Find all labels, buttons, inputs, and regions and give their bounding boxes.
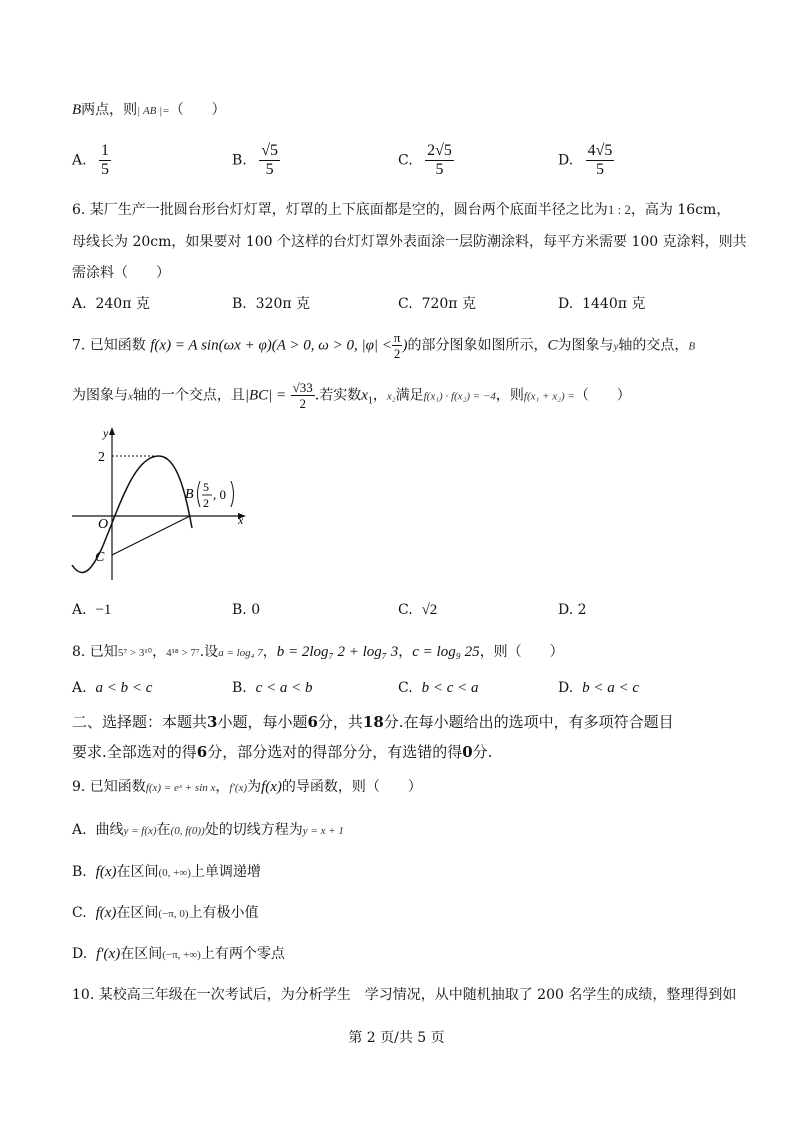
q9-b-a: 在区间	[116, 864, 159, 880]
y-axis-arrow	[109, 427, 115, 435]
q7-sep: ，	[372, 387, 387, 404]
graph-x-label: x	[238, 513, 244, 527]
q7-mid3: 轴的交点，	[618, 337, 689, 354]
q8-tail: ，则（ ）	[479, 644, 564, 660]
graph-b-label: B	[185, 487, 194, 502]
q7-option-a	[72, 600, 111, 620]
q9-d-iv: (−π, +∞)	[162, 949, 201, 961]
q7-pi-frac	[392, 330, 403, 361]
q8-option-b	[232, 678, 313, 698]
sec2-l2c: 分.	[472, 743, 493, 761]
q8-d-label: D.	[558, 680, 574, 696]
q5-tail-line	[72, 100, 226, 121]
q7-prefix: 7. 已知函数	[72, 337, 146, 354]
q5-option-b-frac	[259, 142, 280, 179]
q6-d-value: 1440π 克	[582, 296, 646, 312]
q7-d-value: 2	[577, 602, 587, 618]
q7-option-b	[232, 600, 260, 620]
q9-a-c: 处的切线方程为	[204, 822, 303, 838]
q6-line3: 需涂料（ ）	[72, 265, 170, 281]
q8-c-def: c = log₉ 25	[412, 644, 480, 660]
q9-f: f(x)	[261, 779, 282, 795]
q7-paren: （ ）	[574, 387, 631, 404]
q9-mid2: 为	[247, 779, 262, 795]
q7-x-var: x	[128, 390, 133, 403]
q7-c-label: C.	[398, 602, 413, 618]
q9-a-label: A.	[72, 822, 87, 838]
q9-option-c	[72, 903, 259, 924]
q7-x1: x	[361, 387, 368, 404]
q6-line2: 母线长为 20cm，如果要对 100 个这样的台灯灯罩外表面涂一层防潮涂料，每平方米需要 100 克涂料，则共	[72, 234, 747, 250]
graph-c-label: C	[95, 550, 105, 565]
q5-option-c-label: C.	[398, 152, 413, 169]
q5-c-num: 2√5	[427, 142, 452, 159]
sec2-zero: 0	[462, 743, 473, 761]
q5-option-a	[72, 142, 111, 179]
q9-prefix: 9. 已知函数	[72, 779, 146, 795]
q7-x2: x₂	[386, 390, 396, 403]
q6-option-c	[398, 294, 476, 314]
sec2-l1d: 分.在每小题给出的选项中，有多项符合题目	[383, 713, 674, 731]
q9-c-b: 上有极小值	[188, 905, 259, 921]
sec2-l1a: 二、选择题：本题共	[72, 713, 208, 731]
q6-c-label: C.	[398, 296, 413, 312]
q8-a-value: a < b < c	[95, 680, 153, 696]
q5-option-a-frac	[99, 142, 111, 179]
q9-d-f: f′(x)	[96, 946, 121, 962]
q6-line1-b: ，高为 16cm，	[630, 202, 731, 218]
q7-graph	[70, 425, 255, 585]
q7-mid: 的部分图象如图所示，	[407, 337, 548, 354]
q8-d-value: b < a < c	[582, 680, 639, 696]
q8-b-def: b = 2log₇ 2 + log₇ 3	[276, 644, 399, 660]
q6-ratio: 1 : 2	[607, 202, 631, 217]
q8-c-value: b < c < a	[421, 680, 479, 696]
q6-option-d	[558, 294, 645, 314]
q5-point-b: B	[72, 102, 82, 118]
q7-ask: f(x₁ + x₂) =	[523, 390, 575, 403]
q5-a-den: 5	[101, 161, 110, 178]
q7-line2-e: ，则	[495, 387, 524, 404]
q7-c-var: C	[547, 337, 558, 354]
sec2-total: 18	[362, 713, 384, 731]
q6-b-value: 320π 克	[255, 296, 311, 312]
q7-b-var: B	[688, 340, 696, 353]
sec2-n: 3	[207, 713, 218, 731]
graph-y-label: y	[103, 426, 109, 440]
q7-cond: f(x₁) · f(x₂) = −4	[423, 390, 496, 403]
q7-line2-d: 满足	[395, 387, 424, 404]
graph-max-label: 2	[98, 450, 105, 465]
q5-option-d-label: D.	[558, 152, 574, 169]
q9-d-b: 上有两个零点	[200, 946, 285, 962]
b-paren-right	[231, 481, 234, 507]
q7-bc-num: √33	[292, 380, 313, 395]
q9-a-pt: (0, f(0))	[170, 825, 205, 837]
q5-option-c-frac	[425, 142, 454, 179]
q8-c1: 5⁷ > 3¹⁰	[117, 647, 153, 659]
q7-line2-c: .若实数	[314, 387, 362, 404]
sec2-full: 6	[196, 743, 208, 761]
b-paren-left	[198, 481, 201, 507]
q10-line: 10. 某校高三年级在一次考试后，为分析学生 学习情况，从中随机抽取了 200 名学生的成绩，整理得到如	[72, 987, 737, 1003]
q6-b-label: B.	[232, 296, 247, 312]
q5-option-d-frac	[586, 142, 615, 179]
segment-bc	[112, 516, 190, 555]
q5-d-den: 5	[596, 161, 605, 178]
q9-d-a: 在区间	[120, 946, 163, 962]
graph-b-num: 5	[203, 480, 209, 494]
q7-option-c	[398, 600, 437, 620]
graph-origin-label: O	[98, 517, 109, 532]
q8-option-d	[558, 678, 639, 698]
q5-b-num: √5	[261, 142, 278, 159]
q9-line	[72, 777, 422, 798]
q7-c-value: √2	[421, 602, 438, 618]
q5-option-b-label: B.	[232, 152, 247, 169]
q7-bc: |BC| =	[244, 387, 287, 404]
q7-func-close: )	[402, 337, 408, 354]
q5-paren: （ ）	[169, 102, 226, 118]
q6-line1-a: 6. 某厂生产一批圆台形台灯灯罩，灯罩的上下底面都是空的，圆台两个底面半径之比为	[72, 202, 608, 218]
q5-expr: | AB |=	[137, 105, 170, 117]
q9-c-a: 在区间	[116, 905, 159, 921]
q9-c-iv: (−π, 0)	[158, 908, 189, 920]
q6-c-value: 720π 克	[421, 296, 476, 312]
q8-a-def: a = log₄ 7	[218, 647, 263, 659]
q5-a-num: 1	[101, 142, 110, 159]
q7-line2-a: 为图象与	[72, 387, 128, 404]
q9-option-b	[72, 862, 261, 883]
graph-b-den: 2	[203, 496, 209, 510]
q8-set: .设	[199, 644, 219, 660]
sine-curve	[72, 456, 192, 572]
q9-b-iv: (0, +∞)	[158, 867, 191, 879]
q9-a-b: 在	[156, 822, 171, 838]
q9-option-d	[72, 944, 285, 965]
q9-a-a: 曲线	[95, 822, 124, 838]
q5-option-a-label: A.	[72, 152, 87, 169]
q7-y-var: y	[613, 340, 619, 353]
q8-option-a	[72, 678, 152, 698]
q7-bc-den: 2	[299, 396, 306, 411]
section2-line2	[72, 741, 492, 763]
q7-line1	[72, 330, 695, 361]
q7-func: f(x) = A sin(ωx + φ)(A > 0, ω > 0, |φ| <	[150, 337, 392, 354]
q7-mid2: 为图象与	[557, 337, 614, 354]
page-footer: 第 2 页/共 5 页	[348, 1030, 445, 1046]
q7-pi-num: π	[393, 330, 401, 345]
q9-a-curve: y = f(x)	[123, 825, 157, 837]
q8-c-label: C.	[398, 680, 413, 696]
q7-x1-sub: 1	[367, 395, 373, 407]
q8-line: 8. 已知5⁷ > 3¹⁰，4¹⁸ > 7⁷.设a = log₄ 7，b = 2log₇ 2 + log₇ 3，c = log₉ 25，则（ ）	[72, 644, 564, 660]
q5-text: 两点，则	[81, 102, 138, 118]
sec2-score: 6	[307, 713, 318, 731]
sec2-l1c: 分，共	[317, 713, 363, 731]
sec2-l2b: 分，部分选对的得部分分，有选错的得	[207, 743, 463, 761]
q9-mid: ，	[215, 779, 230, 795]
q7-b-label: B.	[232, 602, 247, 618]
q7-option-d	[558, 600, 587, 620]
q7-d-label: D.	[558, 602, 574, 618]
q8-option-c	[398, 678, 478, 698]
q7-a-value: −1	[95, 602, 112, 618]
q8-prefix: 8. 已知	[72, 644, 118, 660]
q7-line2	[72, 380, 631, 411]
q9-b-label: B.	[72, 864, 87, 880]
graph-b-rest: , 0	[213, 487, 226, 502]
q5-option-b	[232, 142, 280, 179]
sec2-l2a: 要求.全部选对的得	[72, 743, 197, 761]
q9-tail: 的导函数，则（ ）	[281, 779, 422, 795]
q6-option-a	[72, 294, 150, 314]
q5-option-d	[558, 142, 614, 179]
q7-bc-frac	[291, 380, 315, 411]
q9-c-f: f(x)	[95, 905, 117, 921]
q9-fdef: f(x) = eˣ + sin x	[145, 782, 216, 794]
q9-option-a	[72, 820, 344, 841]
sec2-l1b: 小题，每小题	[217, 713, 308, 731]
q9-fp: f′(x)	[229, 782, 248, 794]
q7-line2-b: 轴的一个交点，且	[132, 387, 245, 404]
section2-line1	[72, 711, 674, 733]
q8-b-label: B.	[232, 680, 247, 696]
q7-pi-den: 2	[393, 346, 401, 361]
q6-option-b	[232, 294, 310, 314]
q6-d-label: D.	[558, 296, 574, 312]
q6-a-label: A.	[72, 296, 87, 312]
q9-b-b: 上单调递增	[190, 864, 261, 880]
q9-d-label: D.	[72, 946, 88, 962]
q6-line1	[72, 200, 730, 220]
q5-c-den: 5	[435, 161, 444, 178]
q5-d-num: 4√5	[587, 142, 613, 159]
q7-b-value: 0	[251, 602, 261, 618]
q8-a-label: A.	[72, 680, 87, 696]
q8-b-value: c < a < b	[255, 680, 313, 696]
q7-a-label: A.	[72, 602, 87, 618]
q9-c-label: C.	[72, 905, 87, 921]
q5-option-c	[398, 142, 454, 179]
q8-c2: 4¹⁸ > 7⁷	[166, 647, 200, 659]
q9-b-f: f(x)	[95, 864, 117, 880]
q5-b-den: 5	[265, 161, 274, 178]
q6-a-value: 240π 克	[95, 296, 150, 312]
q9-a-eq: y = x + 1	[302, 825, 344, 837]
